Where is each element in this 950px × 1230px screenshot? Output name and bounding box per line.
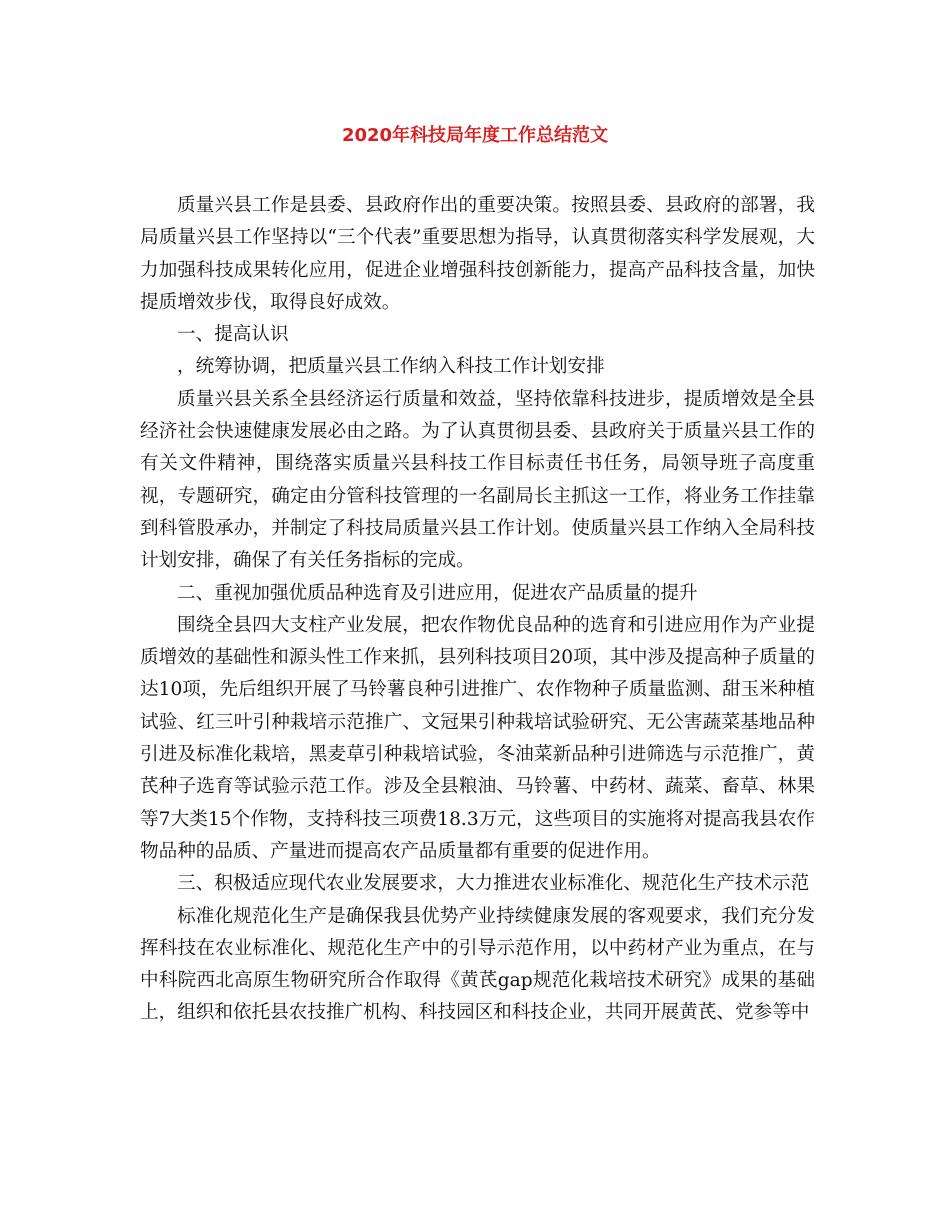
section-heading-1: 一、提高认识 [177,324,289,346]
section-heading-3: 三、积极适应现代农业发展要求，大力推进农业标准化、规范化生产技术示范 [177,873,810,895]
section-heading-2: 二、重视加强优质品种选育及引进应用，促进农产品质量的提升 [177,582,698,604]
paragraph-intro: 质量兴县工作是县委、县政府作出的重要决策。按照县委、县政府的部署，我局质量兴县工作坚持以“三个代表”重要思想为指导，认真贯彻落实科学发展观，大力加强科技成果转化应用，促进企业增强科技创新能力，提高产品科技含量，加快提质增效步伐，取得良好成效。 [140,195,815,313]
paragraph-section-1: 质量兴县关系全县经济运行质量和效益，坚持依靠科技进步，提质增效是全县经济社会快速健康发展必由之路。为了认真贯彻县委、县政府关于质量兴县工作的有关文件精神，围绕落实质量兴县科技工作目标责任书任务，局领导班子高度重视，专题研究，确定由分管科技管理的一名副局长主抓这一工作，将业务工作挂靠到科管股承办，并制定了科技局质量兴县工作计划。使质量兴县工作纳入全局科技计划安排，确保了有关任务指标的完成。 [140,388,815,572]
paragraph-section-2: 围绕全县四大支柱产业发展，把农作物优良品种的选育和引进应用作为产业提质增效的基础性和源头性工作来抓，县列科技项目20项，其中涉及提高种子质量的达10项，先后组织开展了马铃薯良种引进推广、农作物种子质量监测、甜玉米种植试验、红三叶引种栽培示范推广、文冠果引种栽培试验研究、无公害蔬菜基地品种引进及标准化栽培，黑麦草引种栽培试验，冬油菜新品种引进筛选与示范推广，黄芪种子选育等试验示范工作。涉及全县粮油、马铃薯、中药材、蔬菜、畜草、林果等7大类15个作物，支持科技三项费18.3万元，这些项目的实施将对提高我县农作物品种的品质、产量进而提高农产品质量都有重要的促进作用。 [140,614,815,862]
document-title: 2020年科技局年度工作总结范文 [341,125,609,146]
section-subheading-1: ，统筹协调，把质量兴县工作纳入科技工作计划安排 [177,356,605,378]
paragraph-section-3: 标准化规范化生产是确保我县优势产业持续健康发展的客观要求，我们充分发挥科技在农业标准化、规范化生产中的引导示范作用，以中药材产业为重点，在与中科院西北高原生物研究所合作取得《黄芪gap规范化栽培技术研究》成果的基础上，组织和依托县农技推广机构、科技园区和科技企业，共同开展黄芪、党参等中 [140,905,815,1024]
document-body [140,190,815,1030]
